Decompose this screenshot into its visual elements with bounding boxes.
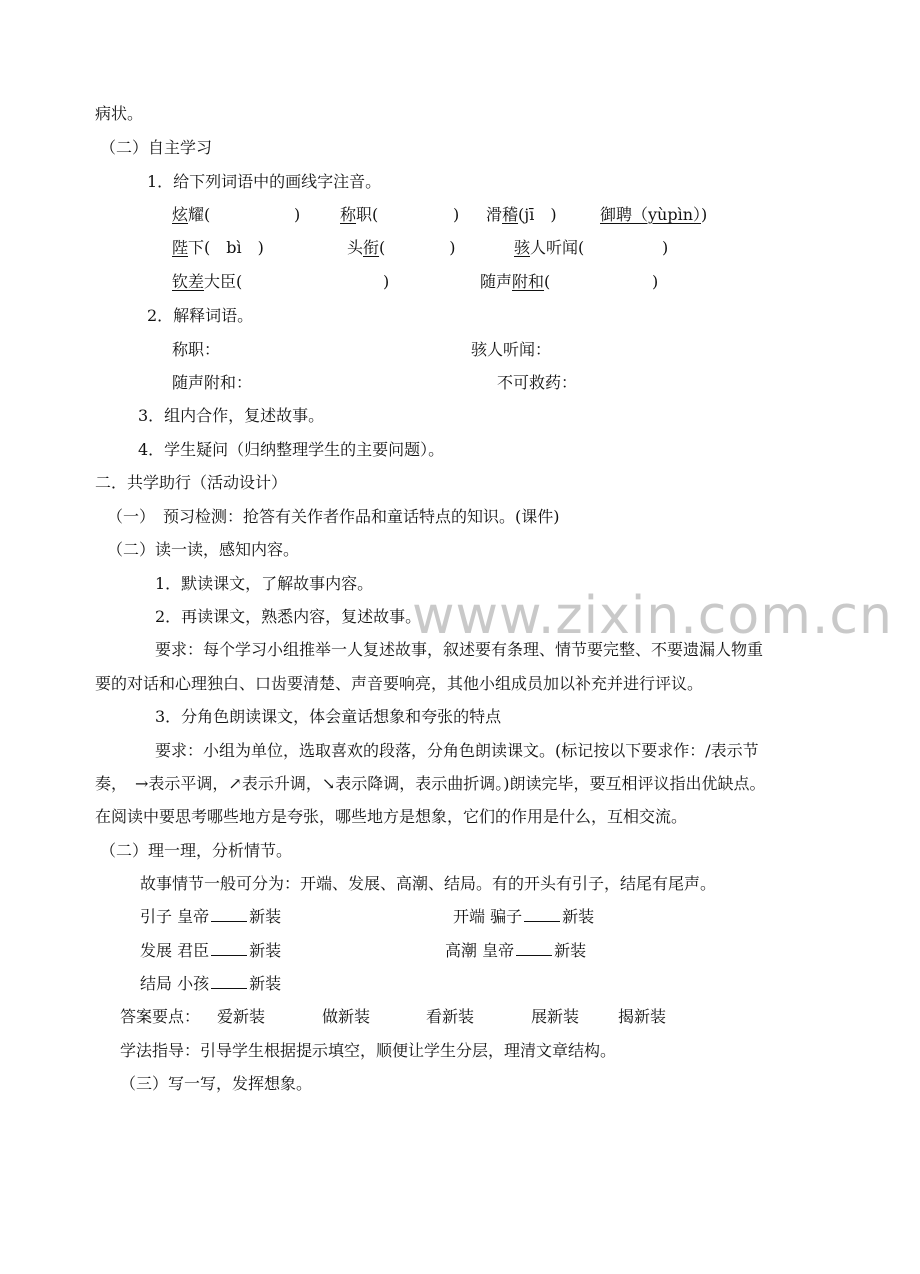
word-text: 下( bì ): [188, 238, 264, 257]
plot-label: 引子 皇帝: [140, 907, 210, 926]
pinyin: (jī ): [518, 205, 557, 224]
text-line: 要的对话和心理独白、口齿要清楚、声音要响亮，其他小组成员加以补充并进行评议。: [95, 674, 704, 693]
term: 骇人听闻：: [471, 340, 552, 359]
word-text: 职(: [356, 205, 379, 224]
underlined-word: 附和: [512, 272, 545, 291]
plot-label: 发展 君臣: [140, 941, 210, 960]
text-line: 2．再读课文，熟悉内容，复述故事。: [155, 607, 422, 626]
underlined-char: 陛: [172, 238, 189, 257]
term: 称职：: [172, 340, 221, 359]
word-item: [514, 237, 584, 259]
word-item: [347, 237, 456, 259]
plot-label: 开端 骗子: [453, 907, 523, 926]
section-heading: （二）理一理，分析情节。: [100, 841, 293, 860]
text-line: 1．默读课文，了解故事内容。: [155, 574, 374, 593]
plot-word: 新装: [249, 941, 282, 960]
paren-close: ): [701, 205, 708, 224]
text-line: 在阅读中要思考哪些地方是夸张，哪些地方是想象，它们的作用是什么，互相交流。: [95, 807, 688, 826]
paren-close: ): [652, 272, 659, 291]
paren-close: ): [294, 205, 301, 224]
section-heading: （三）写一写，发挥想象。: [120, 1074, 313, 1093]
word-text: 头: [347, 238, 364, 257]
word-item: [340, 204, 378, 226]
text-line: 4．学生疑问（归纳整理学生的主要问题）。: [138, 440, 445, 459]
underlined-char: 称: [340, 205, 357, 224]
fill-blank: [211, 941, 247, 956]
plot-word: 新装: [249, 907, 282, 926]
plot-item: [453, 906, 594, 928]
text-line: 学法指导：引导学生根据提示填空，顺便让学生分层，理清文章结构。: [120, 1041, 617, 1060]
plot-item: [140, 973, 281, 995]
underlined-char: 稽: [502, 205, 519, 224]
fill-blank: [516, 941, 552, 956]
plot-word: 新装: [562, 907, 595, 926]
section-heading: （二）读一读，感知内容。: [107, 540, 300, 559]
answer-item: 展新装: [531, 1007, 580, 1026]
answer-item: 看新装: [426, 1007, 475, 1026]
answer-item: 做新装: [322, 1007, 371, 1026]
text-line: 故事情节一般可分为：开端、发展、高潮、结局。有的开头有引子，结尾有尾声。: [140, 874, 717, 893]
paren-close: ): [453, 205, 460, 224]
word-text: 人听闻(: [530, 238, 585, 257]
term: 不可救药：: [497, 373, 578, 392]
word-text: 大臣(: [204, 272, 243, 291]
text-line: 奏， →表示平调，↗表示升调，↘表示降调，表示曲折调。)朗读完毕，要互相评议指出优缺点。: [95, 774, 766, 793]
plot-item: [140, 906, 281, 928]
paren-close: ): [662, 238, 669, 257]
fill-blank: [211, 974, 247, 989]
paren-close: ): [383, 272, 390, 291]
text-line: 2．解释词语。: [147, 306, 254, 325]
underlined-char: 骇: [514, 238, 531, 257]
text-line: 3．组内合作，复述故事。: [138, 406, 325, 425]
word-text: 耀(: [188, 205, 211, 224]
plot-label: 结局 小孩: [140, 974, 210, 993]
word-item: [172, 237, 264, 259]
word-item: [600, 204, 707, 226]
word-item: [480, 271, 550, 293]
plot-label: 高潮 皇帝: [445, 941, 515, 960]
plot-word: 新装: [554, 941, 587, 960]
text-line: 要求：小组为单位，选取喜欢的段落，分角色朗读课文。(标记按以下要求作：/表示节: [155, 741, 759, 760]
underlined-char: 衔: [363, 238, 380, 257]
watermark: www.zixin.com.cn: [412, 586, 893, 646]
text-line: 3．分角色朗读课文，体会童话想象和夸张的特点: [155, 707, 502, 726]
underlined-char: 炫: [172, 205, 189, 224]
underlined-word: 御聘（yùpìn）: [600, 205, 702, 224]
answer-item: 揭新装: [618, 1007, 667, 1026]
text-line: 1．给下列词语中的画线字注音。: [147, 172, 382, 191]
plot-item: [140, 940, 281, 962]
word-text: 滑: [486, 205, 503, 224]
text-line: 要求：每个学习小组推举一人复述故事，叙述要有条理、情节要完整、不要遗漏人物重: [155, 640, 764, 659]
text-line: （一） 预习检测：抢答有关作者作品和童话特点的知识。(课件): [107, 507, 560, 526]
term: 随声附和：: [172, 373, 253, 392]
paren: (: [544, 272, 551, 291]
answer-label: 答案要点：: [120, 1007, 201, 1026]
paren: ( ): [379, 238, 456, 257]
section-heading: （二）自主学习: [100, 138, 213, 157]
fill-blank: [524, 907, 560, 922]
word-item: [172, 204, 210, 226]
word-item: [486, 204, 557, 226]
answer-item: 爱新装: [217, 1007, 266, 1026]
word-item: [172, 271, 242, 293]
plot-word: 新装: [249, 974, 282, 993]
plot-item: [445, 940, 586, 962]
fill-blank: [211, 907, 247, 922]
section-heading: 二．共学助行（活动设计）: [95, 473, 288, 492]
text-line: 病状。: [95, 104, 144, 123]
underlined-word: 钦差: [172, 272, 205, 291]
word-text: 随声: [480, 272, 513, 291]
